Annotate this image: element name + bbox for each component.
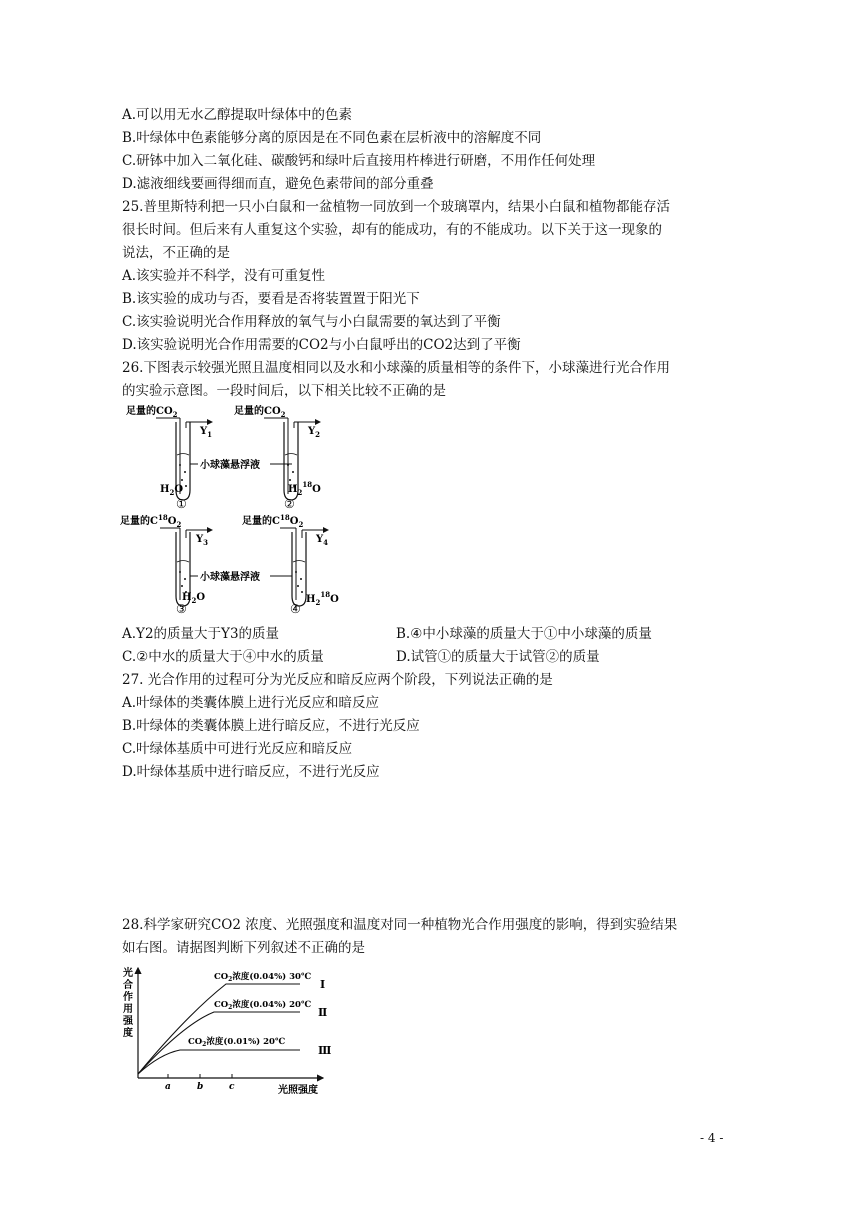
curve-3 bbox=[138, 1050, 300, 1074]
svg-text:光合作用强度: 光合作用强度 bbox=[123, 968, 133, 1039]
q28-photosynthesis-chart bbox=[118, 962, 338, 1100]
q27-option-b: B.叶绿体的类囊体膜上进行暗反应，不进行光反应 bbox=[122, 718, 420, 734]
q28-stem-line-2: 如右图。请据图判断下列叙述不正确的是 bbox=[122, 940, 365, 956]
tube-2-water-label: $H_2^{18}O$ bbox=[288, 480, 321, 497]
q25-stem-line-2: 很长时间。但后来有人重复这个实验，却有的能成功，有的不能成功。以下关于这一现象的 bbox=[122, 222, 662, 238]
q24-option-b: B.叶绿体中色素能够分离的原因是在不同色素在层析液中的溶解度不同 bbox=[122, 130, 542, 146]
curve-1-label: $CO_2$浓度(0.04%) 30℃ bbox=[214, 972, 312, 983]
q25-option-c: C.该实验说明光合作用释放的氧气与小白鼠需要的氧达到了平衡 bbox=[122, 314, 501, 330]
tube-1 bbox=[126, 404, 212, 511]
tube-4 bbox=[242, 513, 339, 615]
q27-stem: 27. 光合作用的过程可分为光反应和暗反应两个阶段，下列说法正确的是 bbox=[122, 672, 553, 688]
tube-2-number: ② bbox=[284, 497, 295, 511]
q26-option-b: B.④中小球藻的质量大于①中小球藻的质量 bbox=[396, 626, 652, 642]
tube-2-gas-label: 足量的$CO_2$ bbox=[234, 406, 286, 419]
curve-3-label: $CO_2$浓度(0.01%) 20℃ bbox=[188, 1037, 286, 1048]
q26-option-c: C.②中水的质量大于④中水的质量 bbox=[122, 649, 324, 665]
tube-2-output-label: $Y_2$ bbox=[308, 426, 321, 439]
tube-1-water-label: $H_2O$ bbox=[160, 484, 184, 497]
q24-option-c: C.研钵中加入二氧化硅、碳酸钙和绿叶后直接用杵棒进行研磨，不用作任何处理 bbox=[122, 153, 596, 169]
x-axis-label: 光照强度 bbox=[278, 1085, 318, 1096]
q28-stem-line-1: 28.科学家研究CO2 浓度、光照强度和温度对同一种植物光合作用强度的影响，得到实验结果 bbox=[122, 917, 678, 933]
curve-2-label: $CO_2$浓度(0.04%) 20℃ bbox=[214, 1000, 312, 1011]
q26-option-a: A.Y2的质量大于Y3的质量 bbox=[122, 626, 280, 642]
tube-4-number: ④ bbox=[290, 602, 301, 615]
q27-option-d: D.叶绿体基质中进行暗反应，不进行光反应 bbox=[122, 764, 380, 780]
curve-2-numeral: Ⅱ bbox=[318, 1006, 328, 1019]
q26-stem-line-2: 的实验示意图。一段时间后，以下相关比较不正确的是 bbox=[122, 383, 446, 399]
suspension-label-bottom: 小球藻悬浮液 bbox=[200, 572, 260, 583]
q25-option-a: A.该实验并不科学，没有可重复性 bbox=[122, 268, 326, 284]
q24-option-d: D.滤液细线要画得细而直，避免色素带间的部分重叠 bbox=[122, 176, 434, 192]
tube-3-number: ③ bbox=[176, 602, 187, 615]
y-axis-label bbox=[122, 966, 134, 1039]
x-tick-label-b: b bbox=[197, 1082, 204, 1092]
tube-2 bbox=[234, 404, 321, 511]
q24-option-a: A.可以用无水乙醇提取叶绿体中的色素 bbox=[122, 107, 353, 123]
curve-1 bbox=[138, 984, 300, 1074]
page-number: - 4 - bbox=[700, 1131, 724, 1145]
q25-stem-line-1: 25.普里斯特利把一只小白鼠和一盆植物一同放到一个玻璃罩内，结果小白鼠和植物都能存活 bbox=[122, 199, 670, 215]
tube-1-gas-label: 足量的$CO_2$ bbox=[126, 406, 178, 419]
q26-stem-line-1: 26.下图表示较强光照且温度相同以及水和小球藻的质量相等的条件下，小球藻进行光合作用 bbox=[122, 360, 670, 376]
q27-option-a: A.叶绿体的类囊体膜上进行光反应和暗反应 bbox=[122, 695, 380, 711]
q25-option-b: B.该实验的成功与否，要看是否将装置置于阳光下 bbox=[122, 291, 420, 307]
tube-3-gas-label: 足量的$C^{18}O_2$ bbox=[120, 513, 182, 529]
q26-option-d: D.试管①的质量大于试管②的质量 bbox=[396, 649, 600, 665]
tube-4-output-label: $Y_4$ bbox=[316, 534, 329, 547]
tube-4-water-label: $H_2^{18}O$ bbox=[306, 590, 339, 607]
tube-3-output-label: $Y_3$ bbox=[196, 534, 209, 547]
x-tick-label-c: c bbox=[229, 1082, 235, 1092]
curve-3-numeral: Ⅲ bbox=[318, 1044, 332, 1057]
tube-3 bbox=[120, 513, 212, 615]
tube-3-water-label: $H_2O$ bbox=[182, 592, 206, 605]
tube-1-output-label: $Y_1$ bbox=[200, 426, 213, 439]
x-tick-label-a: a bbox=[165, 1082, 171, 1092]
q27-option-c: C.叶绿体基质中可进行光反应和暗反应 bbox=[122, 741, 353, 757]
suspension-label-top: 小球藻悬浮液 bbox=[200, 460, 260, 471]
q25-option-d: D.该实验说明光合作用需要的CO2与小白鼠呼出的CO2达到了平衡 bbox=[122, 337, 521, 353]
tube-4-gas-label: 足量的$C^{18}O_2$ bbox=[242, 513, 304, 529]
tube-1-number: ① bbox=[176, 497, 187, 511]
curve-1-numeral: Ⅰ bbox=[320, 978, 326, 991]
q26-tube-figure bbox=[120, 400, 370, 615]
q25-stem-line-3: 说法，不正确的是 bbox=[122, 245, 230, 261]
